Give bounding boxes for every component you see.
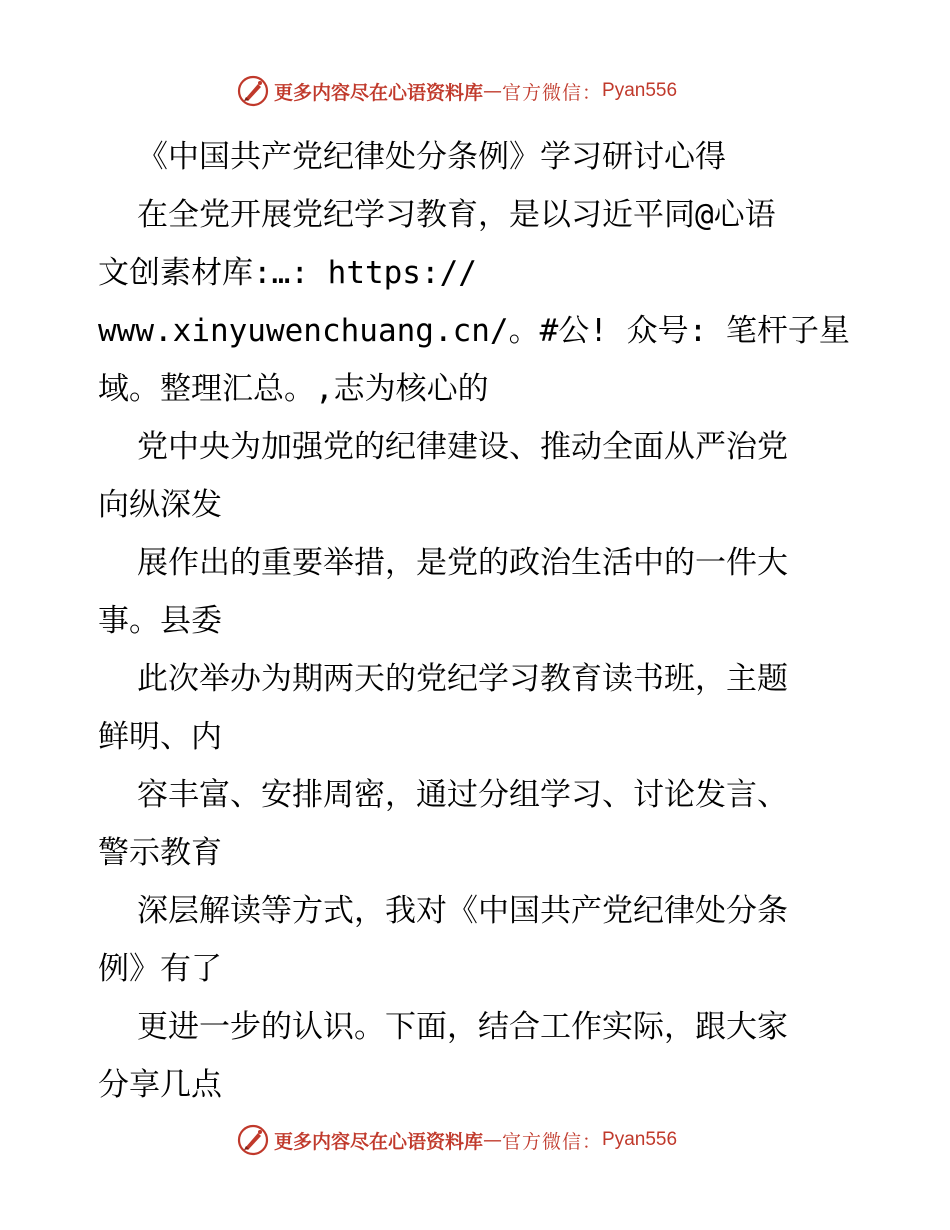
pen-logo-icon — [236, 74, 270, 108]
banner-main-text: 更多内容尽在心语资料库 — [274, 1130, 484, 1153]
document-line: 鲜明、内 — [98, 719, 222, 755]
document-line: 在全党开展党纪学习教育，是以习近平同@心语 — [137, 197, 776, 233]
banner-wechat-id: Pyan556 — [602, 80, 678, 101]
document-line: 深层解读等方式，我对《中国共产党纪律处分条 — [137, 893, 788, 929]
document-body — [98, 128, 858, 1114]
banner-wechat-label: 官方微信： — [502, 81, 603, 104]
document-line: 展作出的重要举措，是党的政治生活中的一件大 — [137, 545, 788, 581]
header-banner — [236, 73, 677, 109]
banner-wechat-id: Pyan556 — [602, 1129, 678, 1150]
document-line: 域。整理汇总。,志为核心的 — [98, 371, 489, 407]
document-line: 《中国共产党纪律处分条例》学习研讨心得 — [137, 139, 726, 175]
document-line: www.xinyuwenchuang.cn/。#公! 众号: 笔杆子星 — [98, 313, 850, 349]
document-line: 警示教育 — [98, 835, 222, 871]
banner-separator: — — [483, 1129, 503, 1151]
banner-main-text: 更多内容尽在心语资料库 — [274, 81, 484, 104]
document-line: 例》有了 — [98, 951, 222, 987]
pen-logo-icon — [236, 1123, 270, 1157]
document-line: 向纵深发 — [98, 487, 222, 523]
banner-separator: — — [483, 80, 503, 102]
document-line: 分享几点 — [98, 1067, 222, 1103]
document-line: 文创素材库:…: https:// — [98, 255, 477, 291]
banner-wechat-label: 官方微信： — [502, 1130, 603, 1153]
document-line: 党中央为加强党的纪律建设、推动全面从严治党 — [137, 429, 788, 465]
document-line: 此次举办为期两天的党纪学习教育读书班，主题 — [137, 661, 788, 697]
document-line: 更进一步的认识。下面，结合工作实际，跟大家 — [137, 1009, 788, 1045]
document-line: 事。县委 — [98, 603, 222, 639]
footer-banner — [236, 1122, 677, 1158]
document-line: 容丰富、安排周密，通过分组学习、讨论发言、 — [137, 777, 788, 813]
